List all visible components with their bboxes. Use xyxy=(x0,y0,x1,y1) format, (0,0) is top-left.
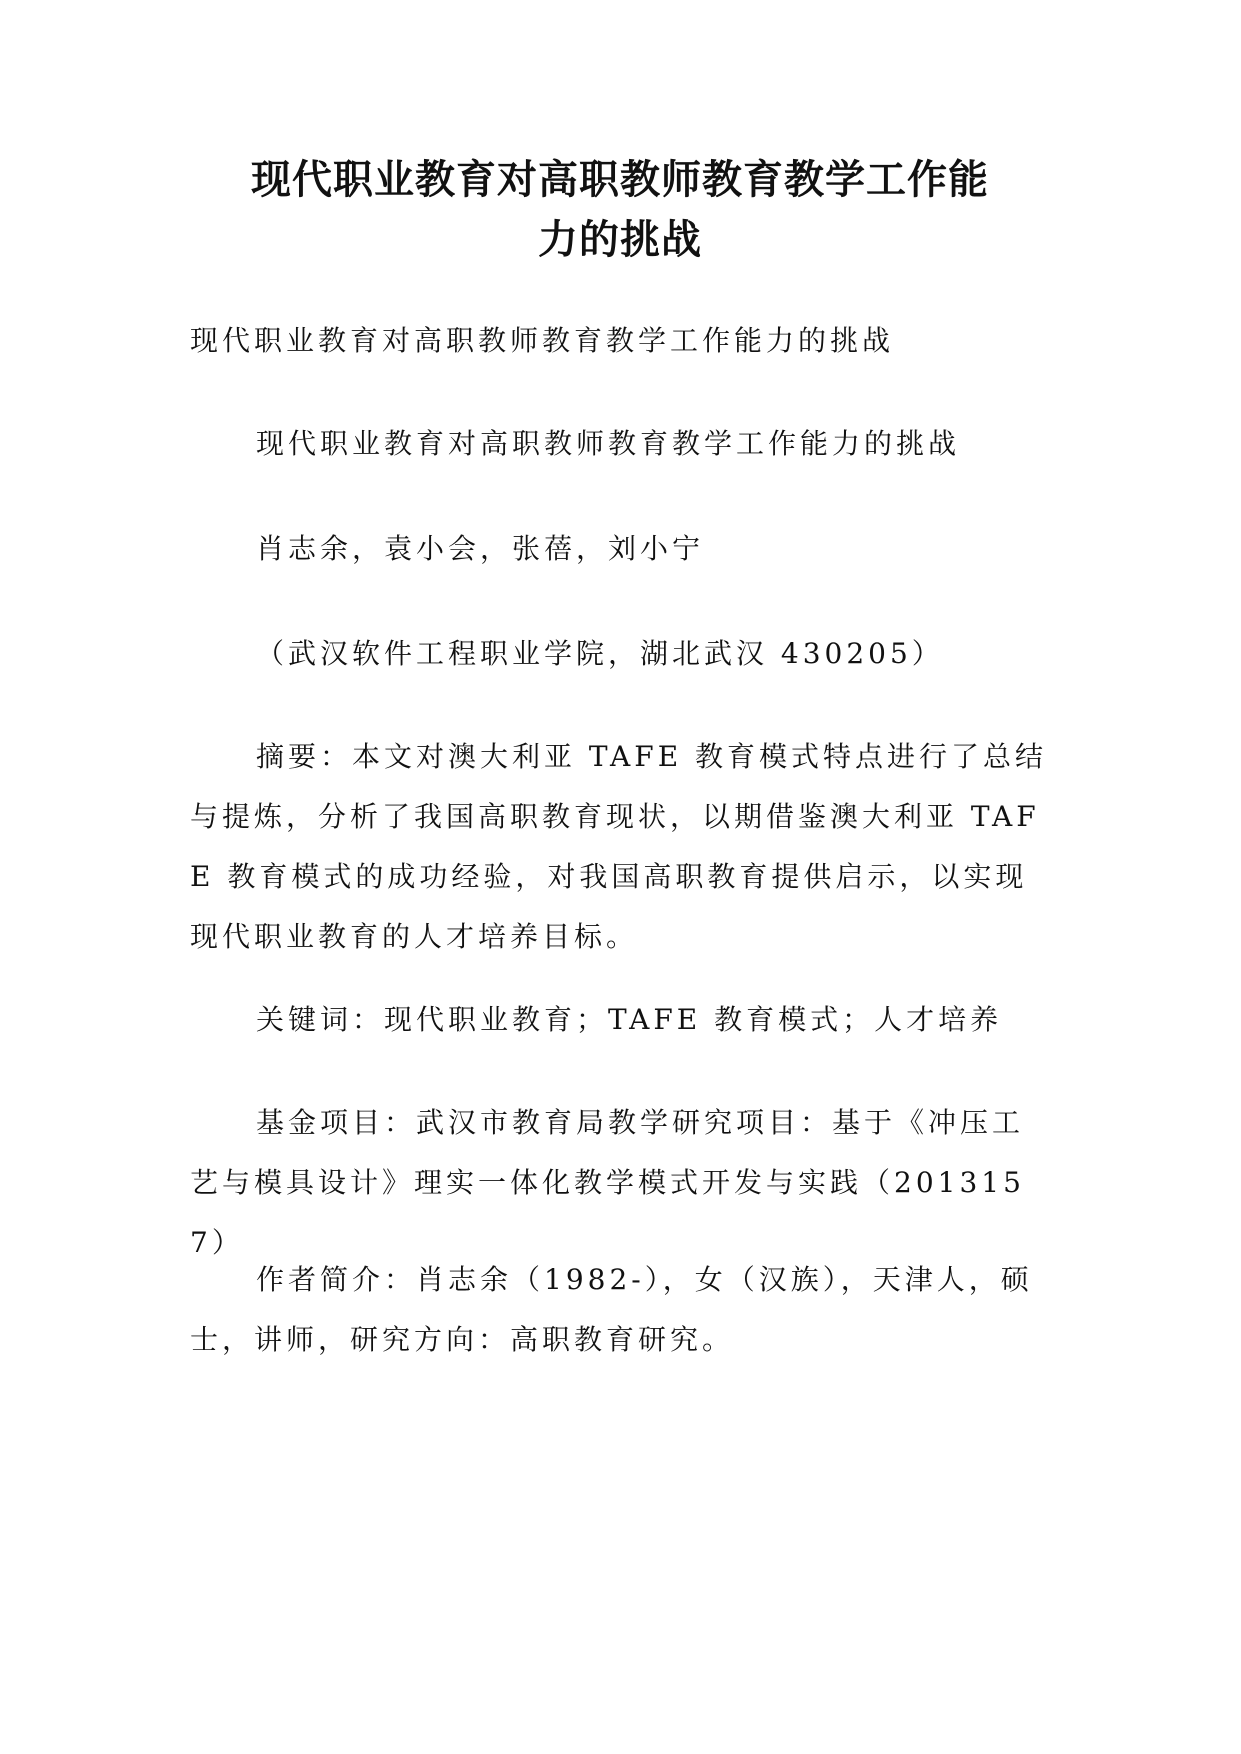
document-title xyxy=(170,150,1070,270)
author-affiliation: （武汉软件工程职业学院，湖北武汉 430205） xyxy=(256,637,944,670)
document-title-line-1: 现代职业教育对高职教师教育教学工作能 xyxy=(251,157,989,203)
document-title-line-2: 力的挑战 xyxy=(538,217,702,263)
abstract-paragraph: 摘要：本文对澳大利亚 TAFE 教育模式特点进行了总结与提炼，分析了我国高职教育现状，以期借鉴澳大利亚 TAFE 教育模式的成功经验，对我国高职教育提供启示，以实现现代职业教育的人才培养目标。 xyxy=(190,740,1048,953)
document-subtitle: 现代职业教育对高职教师教育教学工作能力的挑战 xyxy=(190,324,895,357)
keywords-paragraph: 关键词：现代职业教育；TAFE 教育模式；人才培养 xyxy=(256,1003,1003,1036)
author-list: 肖志余，袁小会，张蓓，刘小宁 xyxy=(256,532,705,565)
author-bio-paragraph: 作者简介：肖志余（1982-），女（汉族），天津人，硕士，讲师，研究方向：高职教育研究。 xyxy=(190,1263,1033,1356)
article-title: 现代职业教育对高职教师教育教学工作能力的挑战 xyxy=(256,427,961,460)
fund-paragraph: 基金项目：武汉市教育局教学研究项目：基于《冲压工艺与模具设计》理实一体化教学模式开发与实践（2013157） xyxy=(190,1106,1025,1259)
